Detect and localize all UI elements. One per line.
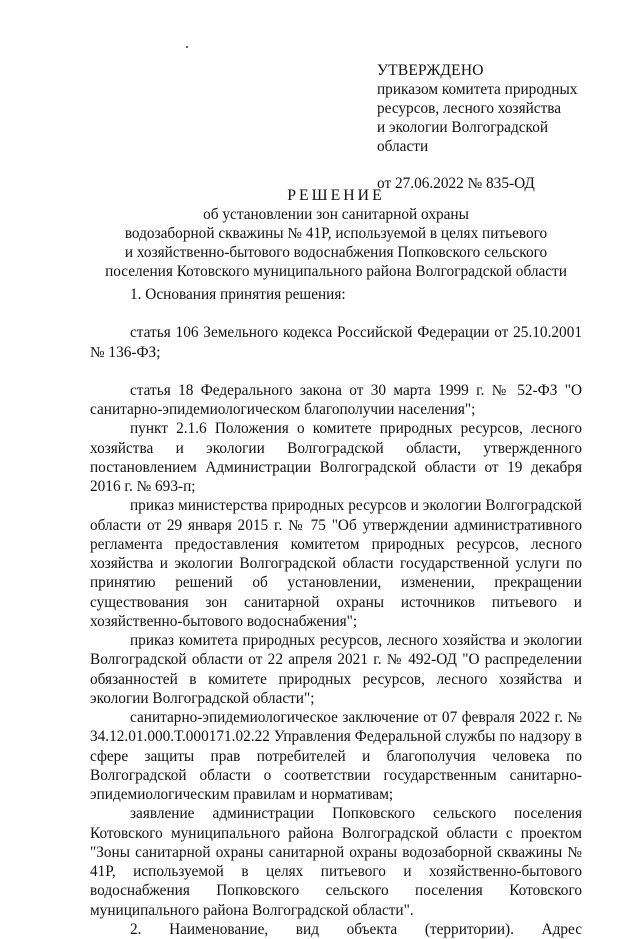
approval-line: и экологии Волгоградской xyxy=(377,119,549,136)
approval-line: ресурсов, лесного хозяйства xyxy=(377,100,562,117)
approval-date: от 27.06.2022 № 835-ОД xyxy=(377,175,535,192)
document-body xyxy=(90,285,582,939)
basis-paragraph: пункт 2.1.6 Положения о комитете природных ресурсов, лесного хозяйства и экологии Волгоградской области, утвержденного постановлением Администрации Волгоградской области от 19 декабря 2016 г. № 693-п; xyxy=(90,420,582,495)
scan-speck xyxy=(186,46,188,48)
basis-paragraph: приказ министерства природных ресурсов и экологии Волгоградской области от 29 января 2015 г. № 75 "Об утверждении административного регламента предоставления комитетом природных ресурсов, лесного хозяйства и экологии Волгоградской области государственной услуги по принятию решений об установлении, изменении, прекращении существования зон санитарной охраны источников питьевого и хозяйственно-бытового водоснабжения"; xyxy=(90,497,582,630)
decision-title-block xyxy=(90,186,582,281)
approval-heading: УТВЕРЖДЕНО xyxy=(377,62,484,79)
basis-paragraph: статья 106 Земельного кодекса Российской Федерации от 25.10.2001 № 136-ФЗ; xyxy=(90,324,582,361)
basis-paragraph: статья 18 Федерального закона от 30 марта 1999 г. № 52-ФЗ "О санитарно-эпидемиологическом благополучии населения"; xyxy=(90,381,582,418)
approval-line: области xyxy=(377,138,429,155)
decision-subtitle-line: и хозяйственно-бытового водоснабжения Попковского сельского xyxy=(124,244,548,261)
basis-paragraph: заявление администрации Попковского сельского поселения Котовского муниципального района Волгоградской области с проектом "Зоны санитарной охраны санитарной охраны водозаборной скважины № 41Р, используемой в целях питьевого и хозяйственно-бытового водоснабжения Попковского сельского поселения Котовского муниципального района Волгоградской области". xyxy=(90,805,582,919)
decision-title: РЕШЕНИЕ xyxy=(287,187,385,204)
decision-subtitle-line: поселения Котовского муниципального района Волгоградской области xyxy=(105,263,567,280)
decision-subtitle-line: об установлении зон санитарной охраны xyxy=(203,206,469,223)
section-heading-2: 2. Наименование, вид объекта (территории). Адрес xyxy=(130,920,582,938)
approval-spacer xyxy=(377,156,607,174)
approval-stamp xyxy=(377,61,607,193)
decision-subtitle-line: водозаборной скважины № 41Р, используемой в целях питьевого xyxy=(124,225,548,242)
basis-paragraph: приказ комитета природных ресурсов, лесного хозяйства и экологии Волгоградской области от 22 апреля 2021 г. № 492-ОД "О распределении обязанностей в комитете природных ресурсов, лесного хозяйства и экологии Волгоградской области"; xyxy=(90,632,582,707)
basis-paragraph: санитарно-эпидемиологическое заключение от 07 февраля 2022 г. № 34.12.01.000.Т.000171.02.22 Управления Федеральной службы по надзору в сфере защиты прав потребителей и благополучия человека по Волгоградской области о соответствии государственным санитарно-эпидемиологическим правилам и нормативам; xyxy=(90,709,582,803)
approval-line: приказом комитета природных xyxy=(377,81,578,98)
section-heading-1: 1. Основания принятия решения: xyxy=(130,286,346,303)
